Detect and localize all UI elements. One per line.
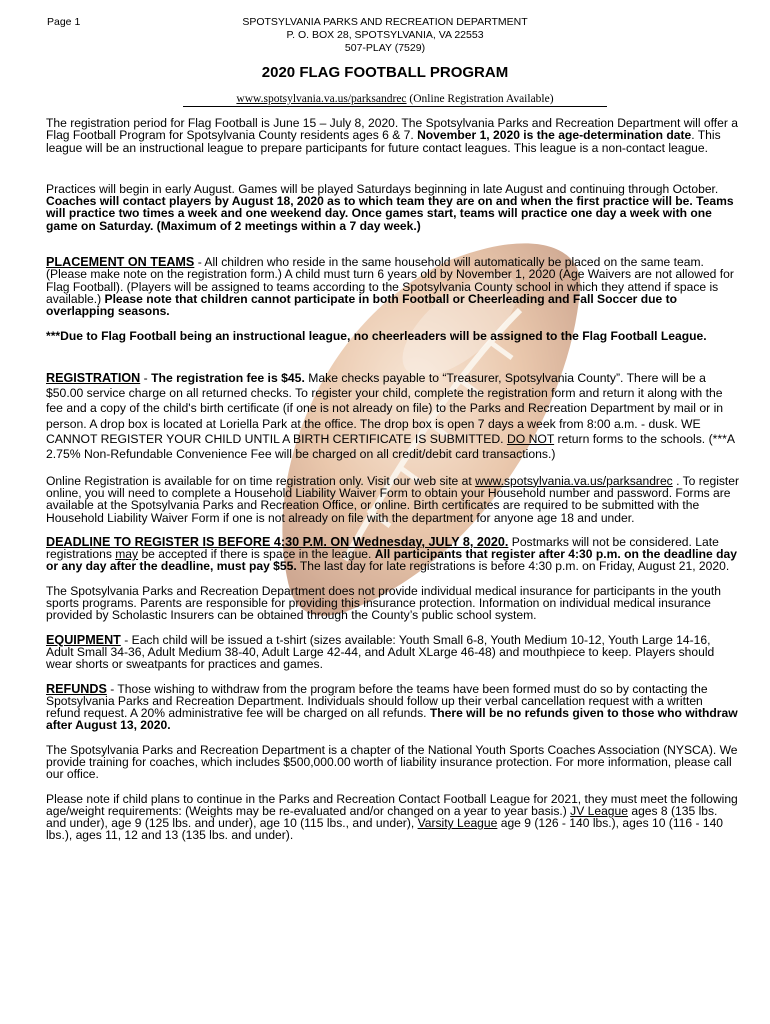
deadline-text-end: The last day for late registrations is before 4:30 p.m. on Friday, August 21, 2020. (296, 559, 730, 574)
registration-paragraph (46, 371, 740, 463)
placement-note: Please note that children cannot participate in both Football or Cheerleading and Fall Soccer due to overlapping seasons. (46, 291, 678, 319)
contact-text-end: age 9 (126 - 140 lbs.), ages 10 (116 - 140 lbs.), ages 11, 12 and 13 (135 lbs. and under). (46, 816, 724, 843)
page-title: 2020 FLAG FOOTBALL PROGRAM (261, 64, 509, 81)
equipment-text: - Each child will be issued a t-shirt (sizes available: Youth Small 6-8, Youth Medium 10-12, Youth Large 14-16, Adult Small 34-36, Adult Medium 38-40, Adult Large 42-44, and Adult XLarge 46-48) and mouthpiece to keep. Players should wear shorts or sweatpants for practices and games. (46, 632, 715, 672)
online-text-end: . To register online, you will need to complete a Household Liability Waiver Form to obtain your Household number and password. Forms are available at the Spotsylvania Parks and Recreation Office, or online. Birth certificates are required to be submitted with the Household Liability Waiver Form if one is not already on file with the department for anyone age 18 and under. (46, 473, 740, 525)
refunds-text: - Those wishing to withdraw from the program before the teams have been formed must do so by contacting the Spotsylvania Parks and Recreation Department. Individuals should follow up their verbal cancellation request with a written refund request. A 20% administrative fee will be charged on all refunds. (46, 681, 708, 721)
placement-paragraph (46, 256, 740, 317)
website-link-inline[interactable]: www.spotsylvania.va.us/parksandrec (475, 473, 673, 488)
late-fee-note: All participants that register after 4:30 p.m. on the deadline day or any day after the deadline, must pay $55. (46, 547, 737, 574)
refunds-paragraph (46, 683, 740, 732)
nysca-paragraph: The Spotsylvania Parks and Recreation Department is a chapter of the National Youth Sports Coaches Association (NYSCA). We provide training for coaches, which includes $500,000.00 worth of liability insurance protection. For more information, please call our office. (46, 742, 738, 782)
cheerleader-note: ***Due to Flag Football being an instructional league, no cheerleaders will be assigned to the Flag Football League. (46, 328, 707, 343)
page-number: Page 1 (47, 16, 81, 28)
deadline-text: Postmarks will not be considered. Late registrations (46, 534, 719, 562)
no-refunds-note: There will be no refunds given to those who withdraw after August 13, 2020. (46, 706, 738, 733)
online-registration-paragraph (46, 475, 740, 524)
registration-heading: REGISTRATION (46, 370, 141, 385)
registration-text: Make checks payable to “Treasurer, Spotsylvania County”. There will be a $50.00 service charge on all returned checks. To register your child, complete the registration form and return it along with the fee and a copy of the child's birth certificate (if one is not already on file) to the Parks and Recreation Department by mail or in person. A drop box is located at Loriella Park at the office. The drop box is open 7 days a week from 8:00 a.m. - dusk. WE CANNOT REGISTER YOUR CHILD UNTIL A BIRTH CERTIFICATE IS SUBMITTED. (46, 370, 724, 447)
department-address: P. O. BOX 28, SPOTSYLVANIA, VA 22553 (286, 29, 484, 41)
department-phone: 507-PLAY (7529) (344, 42, 426, 54)
placement-heading: PLACEMENT ON TEAMS (46, 255, 195, 270)
placement-text: - All children who reside in the same household will automatically be placed on the same team. (Please make note on the registration form.) A child must turn 6 years old by November 1, 2020 (Age Waivers are not allowed for Flag Football). (Players will be assigned to teams according to the Spotsylvania County school in which they attend if space is available.) (46, 255, 734, 306)
jv-league-label: JV League (570, 803, 628, 818)
equipment-heading: EQUIPMENT (46, 632, 121, 647)
online-registration-note: (Online Registration Available) (409, 93, 554, 105)
online-text: Online Registration is available for on time registration only. Visit our web site at (46, 473, 476, 488)
insurance-paragraph: The Spotsylvania Parks and Recreation Department does not provide individual medical insurance for participants in the youth sports programs. Parents are responsible for providing this insurance protection. Information on individual medical insurance provided by Scholastic Insurers can be obtained through the County’s public school system. (46, 583, 721, 623)
intro-text: The registration period for Flag Football is June 15 – July 8, 2020. The Spotsylvania Parks and Recreation Department will offer a Flag Football Program for Spotsylvania County residents ages 6 & 7. (46, 116, 738, 143)
contact-text: Please note if child plans to continue in the Parks and Recreation Contact Football League for 2021, they must meet the following age/weight requirements: (Weights may be re-evaluated and/or changed on a year to year basis.) (46, 791, 738, 818)
practice-paragraph (46, 183, 740, 232)
intro-text-end: . This league will be an instructional league to prepare participants for future contact leagues. This league is a non-contact league. (46, 128, 721, 155)
intro-paragraph (46, 117, 740, 154)
coach-contact-note: Coaches will contact players by August 18, 2020 as to which team they are on and when the first practice will be. Teams will practice two times a week and one weekend day. Once games start, teams will practice one day a week with one game on Saturday. (Maximum of 2 meetings within a 7 day week.) (46, 194, 734, 233)
deadline-heading: DEADLINE TO REGISTER IS BEFORE 4:30 P.M. ON Wednesday, JULY 8, 2020. (46, 534, 509, 549)
practice-text: Practices will begin in early August. Games will be played Saturdays beginning in late August and continuing through October. (46, 181, 719, 196)
contact-league-paragraph (46, 793, 740, 842)
online-registration-line (183, 93, 607, 107)
deadline-paragraph (46, 536, 740, 573)
equipment-paragraph (46, 634, 740, 671)
department-header (0, 16, 770, 55)
may-emphasis: may (115, 547, 139, 562)
refunds-heading: REFUNDS (46, 681, 107, 696)
registration-text-end: return forms to the schools. (***A 2.75% Non-Refundable Convenience Fee will be charged on all credit/debit card transactions.) (46, 432, 735, 462)
registration-fee: The registration fee is $45. (151, 370, 305, 385)
varsity-league-label: Varsity League (417, 816, 498, 831)
do-not-emphasis: DO NOT (506, 432, 555, 447)
document-body (46, 117, 740, 842)
department-name: SPOTSYLVANIA PARKS AND RECREATION DEPARTMENT (242, 16, 528, 28)
age-determination-date: November 1, 2020 is the age-determination date (417, 128, 692, 143)
registration-separator: - (140, 370, 152, 385)
deadline-text-mid: be accepted if there is space in the league. (138, 547, 375, 562)
contact-text-mid: ages 8 (135 lbs. and under), age 9 (125 lbs. and under), age 10 (115 lbs., and under), (46, 803, 718, 831)
website-link[interactable]: www.spotsylvania.va.us/parksandrec (236, 93, 407, 105)
